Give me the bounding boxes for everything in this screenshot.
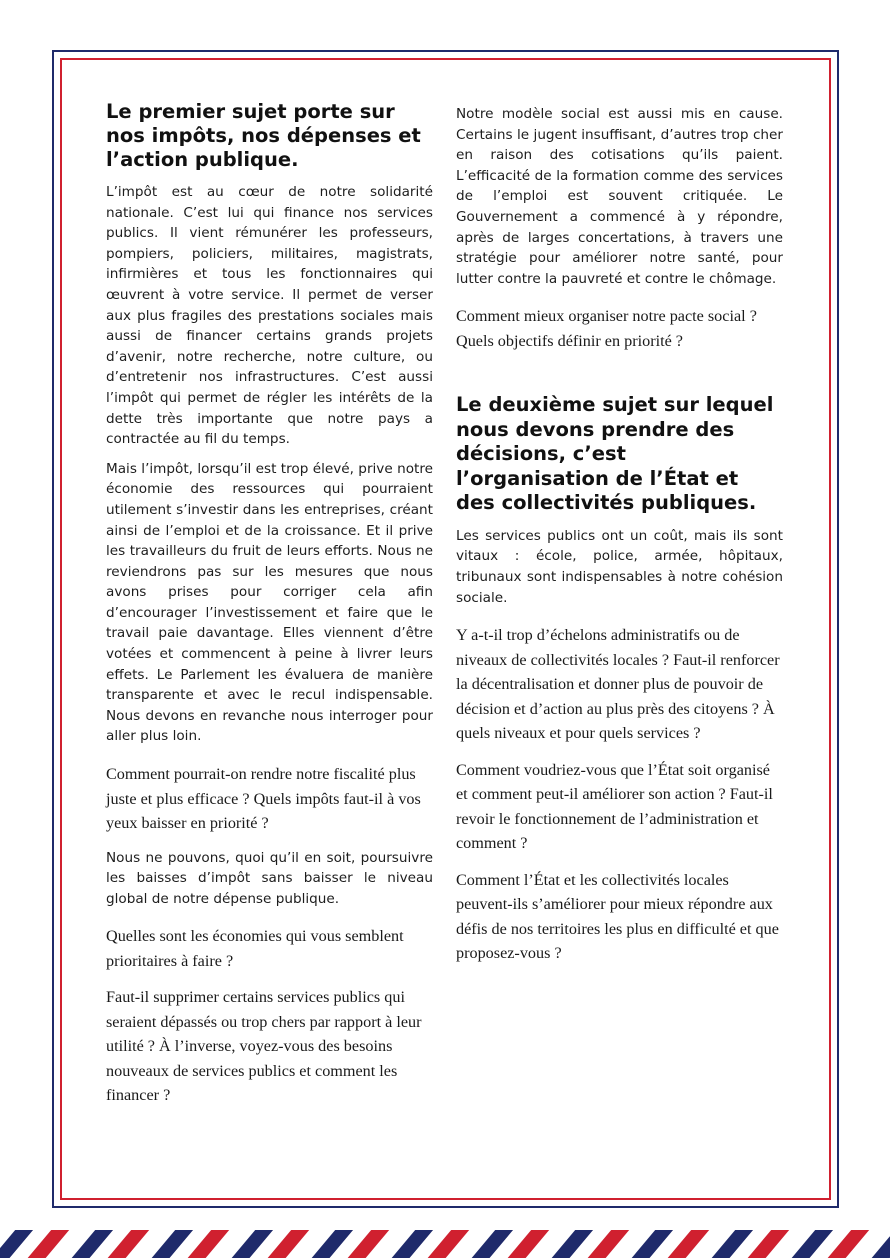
question-social-pact: Comment mieux organiser notre pacte social ? Quels objectifs définir en priorité ? <box>456 307 757 350</box>
question-fiscal-fairness: Comment pourrait-on rendre notre fiscalité plus juste et plus efficace ? Quels impôts faut-il à vos yeux baisser en priorité ? <box>106 765 421 833</box>
tricolor-stripes <box>0 1230 890 1258</box>
question-territories: Comment l’État et les collectivités locales peuvent-ils s’améliorer pour mieux répondre aux défis de nos territoires les plus en difficulté et que proposez-vous ? <box>456 870 779 963</box>
paragraph-tax-role: L’impôt est au cœur de notre solidarité nationale. C’est lui qui finance nos services publics. Il vient rémunérer les professeurs, pompiers, policiers, militaires, magistrats, infirmières et tous les fonctionnaires qui œuvrent à votre service. Il permet de verser aux plus fragiles des prestations sociales mais aussi de financer certains grands projets d’avenir, notre recherche, notre culture, ou d’entretenir nos infrastructures. C’est aussi l’impôt qui permet de régler les intérêts de la dette très importante que notre pays a contractée au fil du temps. <box>106 184 433 448</box>
question-administrative-levels: Y a-t-il trop d’échelons administratifs ou de niveaux de collectivités locales ? Faut-il renforcer la décentralisation et donner plus de pouvoir de décision et d’action au plus près des citoyens ? À quels niveaux et pour quels services ? <box>456 626 780 743</box>
question-state-organisation: Comment voudriez-vous que l’État soit organisé et comment peut-il améliorer son action ? Faut-il revoir le fonctionnement de l’administration et comment ? <box>456 760 773 853</box>
paragraph-social-model: Notre modèle social est aussi mis en cause. Certains le jugent insuffisant, d’autres trop cher en raison des cotisations qu’ils paient. L’efficacité de la formation comme des services de l’emploi est souvent critiquée. Le Gouvernement a commencé à y répondre, après de larges concertations, à travers une stratégie pour améliorer notre santé, pour lutter contre la pauvreté et contre le chômage. <box>456 106 783 287</box>
paragraph-public-services-cost: Les services publics ont un coût, mais ils sont vitaux : école, police, armée, hôpitaux, tribunaux sont indispensables à notre cohésion sociale. <box>456 527 783 606</box>
paragraph-public-spending: Nous ne pouvons, quoi qu’il en soit, poursuivre les baisses d’impôt sans baisser le niveau global de notre dépense publique. <box>106 849 433 907</box>
left-column <box>106 100 433 1120</box>
question-savings: Quelles sont les économies qui vous semblent prioritaires à faire ? <box>106 927 404 970</box>
section-heading-taxes: Le premier sujet porte sur nos impôts, nos dépenses et l’action publique. <box>106 100 421 171</box>
right-column <box>456 104 783 978</box>
question-public-services: Faut-il supprimer certains services publics qui seraient dépassés ou trop chers par rapport à leur utilité ? À l’inverse, voyez-vous des besoins nouveaux de services publics et comment les financer ? <box>106 988 422 1105</box>
paragraph-tax-burden: Mais l’impôt, lorsqu’il est trop élevé, prive notre économie des ressources qui pourraient utilement s’investir dans les entreprises, créant ainsi de l’emploi et de la croissance. Et il prive les travailleurs du fruit de leurs efforts. Nous ne reviendrons pas sur les mesures que nous avons prises pour corriger cela afin d’encourager l’investissement et faire que le travail paie davantage. Elles viennent d’être votées et commencent à peine à livrer leurs effets. Le Parlement les évaluera de manière transparente et avec le recul indispensable. Nous devons en revanche nous interroger pour aller plus loin. <box>106 460 433 745</box>
section-heading-state-organisation: Le deuxième sujet sur lequel nous devons prendre des décisions, c’est l’organisation de l’État et des collectivités publiques. <box>456 393 774 515</box>
